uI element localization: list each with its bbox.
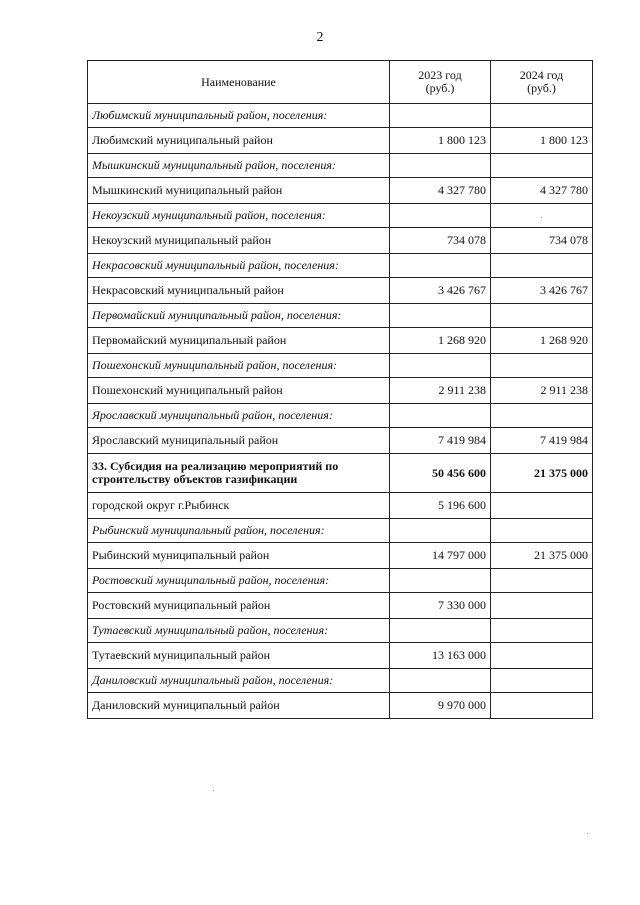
cell-2024 <box>491 669 593 693</box>
cell-name: Некрасовский муниципальный район, поселения: <box>88 254 390 278</box>
cell-2023: 14 797 000 <box>390 543 491 569</box>
cell-name: Ростовский муниципальный район <box>88 593 390 619</box>
cell-name: Некоузский муниципальный район, поселения: <box>88 204 390 228</box>
table-row-subheader <box>88 404 593 428</box>
cell-2024: 2 911 238 <box>491 378 593 404</box>
cell-2023: 4 327 780 <box>390 178 491 204</box>
table-row <box>88 228 593 254</box>
cell-name: Ростовский муниципальный район, поселения: <box>88 569 390 593</box>
cell-2024: 1 800 123 <box>491 128 593 154</box>
cell-name: Тутаевский муниципальный район, поселения: <box>88 619 390 643</box>
table-row <box>88 328 593 354</box>
cell-name: Рыбинский муниципальный район, поселения: <box>88 519 390 543</box>
cell-2023: 5 196 600 <box>390 493 491 519</box>
budget-table <box>87 60 593 719</box>
scan-speck <box>541 217 542 218</box>
table-row-subheader <box>88 354 593 378</box>
cell-2023: 7 419 984 <box>390 428 491 454</box>
cell-name: Тутаевский муниципальный район <box>88 643 390 669</box>
table-row <box>88 693 593 719</box>
cell-2023: 734 078 <box>390 228 491 254</box>
header-name: Наименование <box>88 61 390 104</box>
cell-name: Любимский муниципальный район <box>88 128 390 154</box>
table-row-section <box>88 454 593 493</box>
cell-2024 <box>491 154 593 178</box>
table-row-subheader <box>88 204 593 228</box>
cell-2023 <box>390 519 491 543</box>
cell-name: Ярославский муниципальный район <box>88 428 390 454</box>
table-row <box>88 178 593 204</box>
cell-2023 <box>390 619 491 643</box>
cell-name: Пошехонский муниципальный район <box>88 378 390 404</box>
cell-2023: 13 163 000 <box>390 643 491 669</box>
table-row-subheader <box>88 669 593 693</box>
cell-2023: 50 456 600 <box>390 454 491 493</box>
cell-name: Даниловский муниципальный район <box>88 693 390 719</box>
scan-speck <box>587 833 588 834</box>
table-header <box>88 61 593 104</box>
table-row <box>88 543 593 569</box>
table-row <box>88 378 593 404</box>
cell-name: Рыбинский муниципальный район <box>88 543 390 569</box>
cell-2024: 7 419 984 <box>491 428 593 454</box>
table-row-subheader <box>88 254 593 278</box>
cell-2024 <box>491 643 593 669</box>
cell-2024 <box>491 569 593 593</box>
cell-2024 <box>491 104 593 128</box>
cell-2024 <box>491 593 593 619</box>
cell-name: Даниловский муниципальный район, поселения: <box>88 669 390 693</box>
table-row <box>88 428 593 454</box>
cell-2024: 21 375 000 <box>491 454 593 493</box>
table-row-subheader <box>88 569 593 593</box>
cell-2023 <box>390 669 491 693</box>
cell-2024: 4 327 780 <box>491 178 593 204</box>
table-row-subheader <box>88 519 593 543</box>
cell-2023 <box>390 354 491 378</box>
cell-2023: 3 426 767 <box>390 278 491 304</box>
table-row <box>88 128 593 154</box>
cell-2023 <box>390 104 491 128</box>
cell-2023: 7 330 000 <box>390 593 491 619</box>
table-row-subheader <box>88 619 593 643</box>
cell-2023 <box>390 204 491 228</box>
table-body <box>88 104 593 719</box>
cell-2023 <box>390 154 491 178</box>
table-row <box>88 493 593 519</box>
header-2023: 2023 год (руб.) <box>390 61 491 104</box>
table-row <box>88 278 593 304</box>
cell-2024 <box>491 204 593 228</box>
header-row <box>88 61 593 104</box>
cell-2023: 9 970 000 <box>390 693 491 719</box>
cell-2024 <box>491 693 593 719</box>
cell-name: Некоузский муниципальный район <box>88 228 390 254</box>
table-row-subheader <box>88 154 593 178</box>
cell-2024 <box>491 493 593 519</box>
cell-2023 <box>390 304 491 328</box>
cell-2023 <box>390 254 491 278</box>
cell-name: Ярославский муниципальный район, поселения: <box>88 404 390 428</box>
cell-2024 <box>491 304 593 328</box>
cell-2023 <box>390 569 491 593</box>
cell-2023: 1 268 920 <box>390 328 491 354</box>
cell-2024 <box>491 254 593 278</box>
cell-name: Пошехонский муниципальный район, поселения: <box>88 354 390 378</box>
cell-2024 <box>491 619 593 643</box>
cell-2024: 1 268 920 <box>491 328 593 354</box>
cell-name: городской округ г.Рыбинск <box>88 493 390 519</box>
page-number: 2 <box>316 30 324 45</box>
cell-2024 <box>491 404 593 428</box>
header-2024: 2024 год (руб.) <box>491 61 593 104</box>
scan-speck <box>213 790 214 791</box>
table-row <box>88 643 593 669</box>
table-row-subheader <box>88 304 593 328</box>
cell-name: Мышкинский муниципальный район <box>88 178 390 204</box>
cell-name: Некрасовский муниципальный район <box>88 278 390 304</box>
cell-2024 <box>491 354 593 378</box>
cell-name: Любимский муниципальный район, поселения: <box>88 104 390 128</box>
table-row-subheader <box>88 104 593 128</box>
cell-2024: 3 426 767 <box>491 278 593 304</box>
cell-name: 33. Субсидия на реализацию мероприятий по строительству объектов газификации <box>88 454 390 493</box>
cell-name: Первомайский муниципальный район, поселения: <box>88 304 390 328</box>
cell-2023: 2 911 238 <box>390 378 491 404</box>
cell-2023: 1 800 123 <box>390 128 491 154</box>
cell-2024: 21 375 000 <box>491 543 593 569</box>
table-row <box>88 593 593 619</box>
cell-name: Первомайский муниципальный район <box>88 328 390 354</box>
cell-name: Мышкинский муниципальный район, поселения: <box>88 154 390 178</box>
cell-2024: 734 078 <box>491 228 593 254</box>
cell-2023 <box>390 404 491 428</box>
cell-2024 <box>491 519 593 543</box>
